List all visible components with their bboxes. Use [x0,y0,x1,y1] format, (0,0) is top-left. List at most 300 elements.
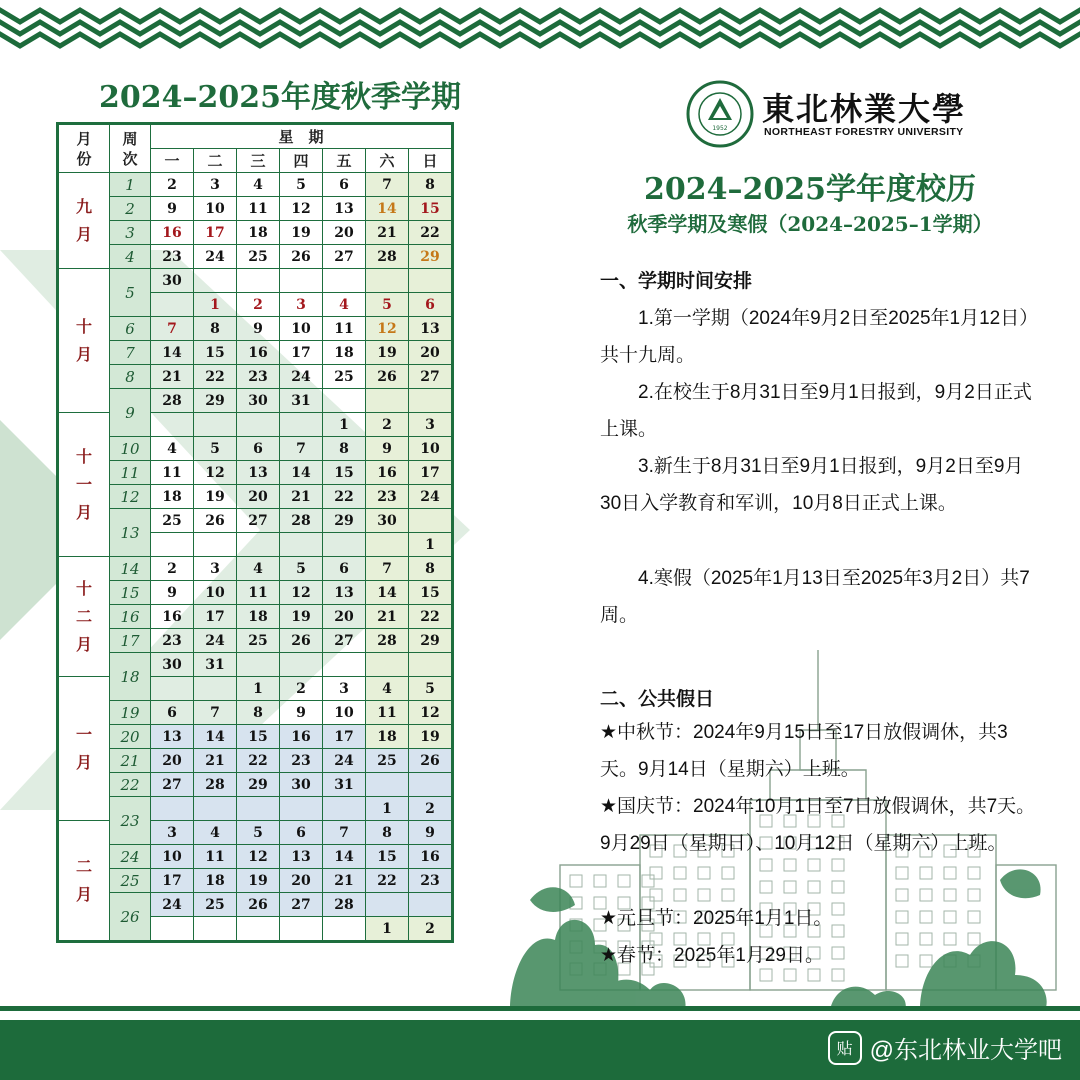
building-window [674,867,686,879]
day-cell: 9 [151,197,194,221]
day-cell: 6 [323,173,366,197]
day-cell: 26 [194,509,237,533]
day-cell: 22 [366,869,409,893]
table-row [58,365,453,389]
day-cell: 30 [151,653,194,677]
day-cell [280,797,323,821]
table-row [58,245,453,269]
schedule-item-1: 1.第一学期（2024年9月2日至2025年1月12日）共十九周。 [600,308,1039,366]
day-cell: 7 [194,701,237,725]
day-cell [323,389,366,413]
zigzag-line [0,10,1080,22]
day-cell [237,269,280,293]
table-row [58,317,453,341]
day-cell: 15 [409,581,453,605]
day-cell: 1 [366,797,409,821]
day-cell: 28 [280,509,323,533]
day-cell: 12 [280,581,323,605]
day-cell: 8 [323,437,366,461]
day-cell: 27 [409,365,453,389]
day-cell [323,269,366,293]
day-cell: 10 [280,317,323,341]
zigzag-border [0,0,1080,50]
table-row [58,653,453,677]
day-cell: 11 [237,581,280,605]
day-cell: 12 [237,845,280,869]
day-cell [409,773,453,797]
building-window [896,867,908,879]
day-cell: 26 [409,749,453,773]
day-cell: 21 [366,605,409,629]
day-cell: 13 [409,317,453,341]
holiday-spring-festival: ★春节：2025年1月29日。 [600,945,825,966]
day-cell: 17 [151,869,194,893]
day-cell: 5 [280,173,323,197]
header-week [110,124,151,173]
day-cell: 20 [409,341,453,365]
week-number: 15 [110,581,151,605]
day-cell [237,533,280,557]
day-cell: 24 [323,749,366,773]
day-cell: 6 [237,437,280,461]
day-cell: 27 [237,509,280,533]
day-cell [409,269,453,293]
day-cell: 10 [151,845,194,869]
day-cell: 28 [194,773,237,797]
day-cell: 11 [323,317,366,341]
building-window [722,867,734,879]
day-cell: 23 [366,485,409,509]
table-row [58,557,453,581]
day-cell: 5 [194,437,237,461]
schedule-item-3: 3.新生于8月31日至9月1日报到，9月2日至9月30日入学教育和军训，10月8日正式上课。 [600,456,1024,514]
university-seal-icon [686,80,754,148]
day-cell: 14 [151,341,194,365]
header-weekday: 星 期 [151,124,453,149]
day-cell [366,653,409,677]
day-cell: 23 [237,365,280,389]
day-cell: 7 [366,557,409,581]
day-cell [323,653,366,677]
week-number: 13 [110,509,151,557]
month-char: 月 [75,752,92,772]
day-cell: 16 [280,725,323,749]
day-cell [366,893,409,917]
calendar-table [56,122,454,943]
day-cell: 18 [323,341,366,365]
day-cell: 29 [409,245,453,269]
day-cell: 21 [323,869,366,893]
day-cell [194,917,237,942]
section-holidays-heading: 二、公共假日 [600,689,715,710]
day-cell: 17 [323,725,366,749]
day-cell: 9 [280,701,323,725]
week-number: 2 [110,197,151,221]
day-cell: 19 [366,341,409,365]
day-cell: 26 [366,365,409,389]
day-cell: 6 [409,293,453,317]
month-label [58,557,110,677]
day-cell: 17 [409,461,453,485]
day-cell: 26 [237,893,280,917]
day-cell: 5 [366,293,409,317]
day-cell: 17 [194,605,237,629]
building-window [650,867,662,879]
day-cell: 16 [151,221,194,245]
day-cell [366,389,409,413]
day-cell: 4 [194,821,237,845]
table-row [58,269,453,293]
month-char: 十 [75,316,92,336]
day-cell: 24 [194,245,237,269]
week-number: 6 [110,317,151,341]
day-cell [280,653,323,677]
day-cell: 19 [237,869,280,893]
week-number: 24 [110,845,151,869]
building-window [760,881,772,893]
day-cell: 25 [151,509,194,533]
day-cell: 17 [194,221,237,245]
day-cell: 18 [237,221,280,245]
day-cell [280,533,323,557]
day-cell: 5 [280,557,323,581]
day-cell: 21 [280,485,323,509]
month-char: 一 [75,474,92,494]
day-cell: 20 [237,485,280,509]
holiday-mid-autumn: ★中秋节：2024年9月15日至17日放假调休，共3天。9月14日（星期六）上班。 [600,722,1008,780]
day-cell: 19 [280,221,323,245]
table-row [58,173,453,197]
watermark-text: @东北林业大学吧 [869,1037,1062,1064]
day-cell: 7 [151,317,194,341]
day-cell: 7 [280,437,323,461]
day-cell: 4 [237,173,280,197]
header-month-char: 份 [76,149,92,168]
day-cell [280,269,323,293]
day-cell: 12 [280,197,323,221]
week-number: 17 [110,629,151,653]
day-cell: 3 [151,821,194,845]
day-cell [409,509,453,533]
month-char: 二 [75,856,92,876]
day-cell: 21 [194,749,237,773]
footer-divider [0,1006,1080,1011]
day-cell: 12 [366,317,409,341]
header-week-char: 次 [122,149,138,168]
holiday-new-year: ★元旦节：2025年1月1日。 [600,908,833,929]
week-number: 4 [110,245,151,269]
day-cell: 29 [323,509,366,533]
week-number: 3 [110,221,151,245]
day-cell: 6 [151,701,194,725]
day-cell [194,797,237,821]
day-cell: 8 [409,173,453,197]
day-cell: 23 [280,749,323,773]
table-row [58,461,453,485]
week-number: 16 [110,605,151,629]
week-number: 7 [110,341,151,365]
day-cell: 1 [409,533,453,557]
day-cell [323,917,366,942]
day-cell: 12 [409,701,453,725]
day-cell: 20 [151,749,194,773]
watermark[interactable] [828,1030,1062,1065]
building-window [784,881,796,893]
day-cell: 27 [151,773,194,797]
table-row [58,509,453,533]
header-day: 五 [323,149,366,173]
day-cell: 31 [194,653,237,677]
day-cell: 9 [151,581,194,605]
table-row [58,701,453,725]
month-label [58,269,110,413]
table-row [58,221,453,245]
day-cell [194,413,237,437]
seal-year: 1952 [712,125,728,132]
day-cell: 29 [409,629,453,653]
header-day: 三 [237,149,280,173]
building-window [698,867,710,879]
day-cell [151,293,194,317]
day-cell: 21 [151,365,194,389]
day-cell [151,533,194,557]
logo-chinese-name: 東北林業大學 [762,90,967,128]
day-cell: 14 [194,725,237,749]
day-cell: 10 [409,437,453,461]
month-char: 十 [75,446,92,466]
table-row [58,797,453,821]
day-cell: 25 [194,893,237,917]
holiday-national-day: ★国庆节：2024年10月1日至7日放假调休，共7天。9月29日（星期日）、10月12日（星期六）上班。 [600,796,1036,854]
month-label [58,413,110,557]
schedule-item-2: 2.在校生于8月31日至9月1日报到，9月2日正式上课。 [600,382,1032,440]
day-cell: 5 [237,821,280,845]
calendar-table-container [56,122,454,943]
logo-english-name: NORTHEAST FORESTRY UNIVERSITY [764,126,964,138]
day-cell: 1 [323,413,366,437]
day-cell: 13 [237,461,280,485]
week-number: 21 [110,749,151,773]
header-week-char: 周 [122,129,138,148]
section-schedule-heading: 一、学期时间安排 [600,271,753,292]
day-cell [409,389,453,413]
table-row [58,629,453,653]
week-number: 11 [110,461,151,485]
day-cell: 14 [366,197,409,221]
week-number: 5 [110,269,151,317]
day-cell: 19 [280,605,323,629]
day-cell: 16 [366,461,409,485]
calendar-title: 2024–2025学年度校历 [644,172,976,207]
day-cell: 15 [237,725,280,749]
week-number: 14 [110,557,151,581]
day-cell: 8 [194,317,237,341]
day-cell: 8 [237,701,280,725]
day-cell: 13 [151,725,194,749]
building-window [832,881,844,893]
day-cell: 28 [366,245,409,269]
day-cell: 28 [151,389,194,413]
day-cell [280,917,323,942]
day-cell: 1 [366,917,409,942]
day-cell: 18 [151,485,194,509]
day-cell: 10 [194,197,237,221]
table-row [58,845,453,869]
day-cell: 12 [194,461,237,485]
day-cell: 15 [366,845,409,869]
schedule-item-4: 4.寒假（2025年1月13日至2025年3月2日）共7周。 [600,568,1030,626]
tieba-icon: 贴 [828,1031,862,1065]
week-number: 8 [110,365,151,389]
day-cell [366,773,409,797]
day-cell: 15 [194,341,237,365]
day-cell: 11 [194,845,237,869]
day-cell: 22 [323,485,366,509]
month-char: 月 [75,634,92,654]
day-cell [323,797,366,821]
day-cell: 30 [366,509,409,533]
day-cell: 23 [409,869,453,893]
day-cell: 18 [366,725,409,749]
day-cell: 3 [280,293,323,317]
day-cell: 29 [194,389,237,413]
day-cell [151,797,194,821]
day-cell: 11 [366,701,409,725]
day-cell: 8 [409,557,453,581]
month-char: 月 [75,224,92,244]
header-month [58,124,110,173]
day-cell: 14 [366,581,409,605]
day-cell [409,653,453,677]
day-cell: 25 [323,365,366,389]
week-number: 23 [110,797,151,845]
day-cell [194,677,237,701]
day-cell: 20 [280,869,323,893]
day-cell: 6 [323,557,366,581]
month-char: 月 [75,884,92,904]
day-cell [194,269,237,293]
day-cell: 9 [237,317,280,341]
day-cell: 30 [280,773,323,797]
day-cell: 15 [323,461,366,485]
table-row [58,485,453,509]
month-label [58,173,110,269]
day-cell: 21 [366,221,409,245]
day-cell: 23 [151,629,194,653]
week-number: 9 [110,389,151,437]
day-cell: 16 [409,845,453,869]
day-cell: 28 [323,893,366,917]
day-cell [151,917,194,942]
day-cell: 2 [280,677,323,701]
day-cell: 15 [409,197,453,221]
day-cell: 13 [280,845,323,869]
header-day: 二 [194,149,237,173]
day-cell [237,917,280,942]
day-cell: 22 [194,365,237,389]
day-cell: 24 [194,629,237,653]
day-cell: 24 [280,365,323,389]
building-window [968,867,980,879]
day-cell: 3 [323,677,366,701]
day-cell: 25 [366,749,409,773]
day-cell: 31 [280,389,323,413]
building-window [642,875,654,887]
day-cell: 2 [237,293,280,317]
day-cell [409,893,453,917]
day-cell: 27 [323,245,366,269]
header-day: 日 [409,149,453,173]
day-cell [366,533,409,557]
day-cell: 13 [323,197,366,221]
month-char: 月 [75,344,92,364]
day-cell: 27 [280,893,323,917]
day-cell: 19 [409,725,453,749]
table-row [58,893,453,917]
day-cell [151,413,194,437]
day-cell: 5 [409,677,453,701]
day-cell: 22 [409,605,453,629]
day-cell: 7 [323,821,366,845]
day-cell: 6 [280,821,323,845]
week-number: 10 [110,437,151,461]
month-label [58,821,110,942]
day-cell: 8 [366,821,409,845]
building-window [570,875,582,887]
week-number: 26 [110,893,151,942]
header-row [58,124,453,149]
day-cell [151,677,194,701]
week-number: 1 [110,173,151,197]
day-cell: 2 [409,917,453,942]
day-cell: 4 [237,557,280,581]
day-cell: 24 [151,893,194,917]
month-char: 月 [75,502,92,522]
table-row [58,197,453,221]
day-cell: 10 [194,581,237,605]
day-cell [237,413,280,437]
header-day: 六 [366,149,409,173]
week-number: 19 [110,701,151,725]
day-cell: 22 [409,221,453,245]
day-cell [237,653,280,677]
day-cell: 4 [323,293,366,317]
table-row [58,749,453,773]
month-char: 九 [75,196,92,216]
table-row [58,437,453,461]
day-cell: 16 [237,341,280,365]
day-cell [237,797,280,821]
header-month-char: 月 [76,129,92,148]
day-cell: 25 [237,245,280,269]
table-row [58,773,453,797]
building-window [944,867,956,879]
day-cell: 11 [151,461,194,485]
table-row [58,341,453,365]
day-cell: 4 [366,677,409,701]
month-char: 十 [75,578,92,598]
header-day: 一 [151,149,194,173]
day-cell: 18 [194,869,237,893]
day-cell: 31 [323,773,366,797]
week-number: 18 [110,653,151,701]
table-row [58,389,453,413]
day-cell: 2 [366,413,409,437]
university-logo [686,80,986,152]
day-cell [323,533,366,557]
day-cell: 3 [194,173,237,197]
semester-title: 2024–2025年度秋季学期 [99,80,461,115]
